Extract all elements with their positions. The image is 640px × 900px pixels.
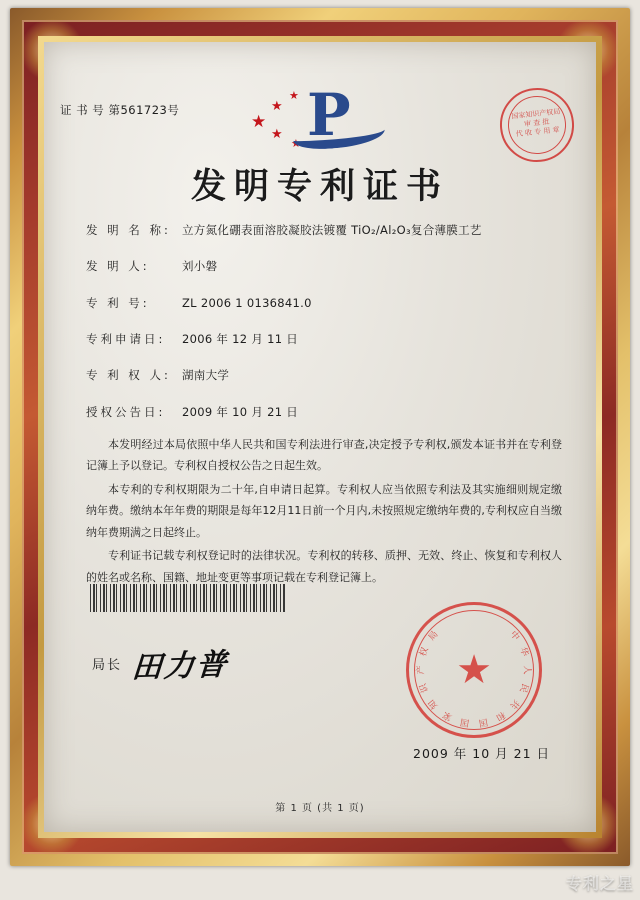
seal-star-icon: ★ — [456, 647, 492, 693]
legal-paragraph: 专利证书记载专利权登记时的法律状况。专利权的转移、质押、无效、终止、恢复和专利权人的姓名或名称、国籍、地址变更等事项记载在专利登记簿上。 — [86, 549, 562, 584]
page-number: 第 1 页 (共 1 页) — [275, 803, 365, 814]
field-label: 发 明 名 称: — [86, 223, 171, 237]
field-label: 专 利 权 人: — [86, 368, 171, 383]
signature-name: 田力普 — [130, 647, 230, 686]
seal-text-char: 产 — [416, 665, 427, 675]
field-inventor — [86, 256, 566, 278]
legal-paragraph: 本专利的专利权期限为二十年,自申请日起算。专利权人应当依照专利法及其实施细则规定缴纳年费。缴纳本年年费的期限是每年12月11日前一个月内,未按照规定缴纳年费的,专利权应自当缴纳年费期满之日起终止。 — [86, 482, 562, 539]
stamp-line-1: 国家知识产权局 — [511, 107, 561, 121]
seal-text-char: 和 — [493, 708, 507, 723]
seal-text-char: 人 — [521, 665, 532, 675]
field-value: 立方氮化硼表面溶胶凝胶法镀覆 TiO₂/Al₂O₃复合薄膜工艺 — [182, 223, 482, 237]
stamp-line-2: 审 查 批 — [523, 117, 550, 129]
seal-text — [409, 605, 539, 735]
seal-text-char: 家 — [441, 708, 455, 723]
logo-swoosh-icon — [292, 119, 386, 151]
field-value: 2009 年 10 月 21 日 — [182, 404, 299, 419]
field-label: 专 利 号: — [86, 295, 150, 310]
field-patentee — [86, 365, 566, 387]
seal-text-char: 华 — [517, 646, 530, 658]
field-value: 2006 年 12 月 11 日 — [182, 332, 299, 347]
legal-paragraph: 本发明经过本局依照中华人民共和国专利法进行审查,决定授予专利权,颁发本证书并在专利登记簿上予以登记。专利权自授权公告之日起生效。 — [86, 438, 562, 473]
seal-text-char: 国 — [459, 716, 471, 728]
signature-label: 局长 — [92, 658, 123, 674]
logo-star-icon: ★ — [271, 127, 283, 142]
logo-star-icon: ★ — [289, 89, 299, 102]
national-office-seal — [406, 602, 542, 738]
seal-text-char: 中 — [507, 629, 521, 643]
certificate-number: 证 书 号 第561723号 — [60, 103, 180, 117]
field-value: 湖南大学 — [182, 368, 230, 383]
logo-star-icon: ★ — [271, 99, 283, 114]
stamp-line-3: 代 收 专 用 章 — [515, 125, 560, 138]
field-invention-name — [86, 220, 566, 242]
seal-text-char: 民 — [517, 682, 530, 694]
page-title: 发明专利证书 — [190, 166, 449, 207]
logo-star-icon: ★ — [291, 137, 301, 150]
field-value: ZL 2006 1 0136841.0 — [182, 295, 312, 310]
legal-text-block — [86, 434, 562, 590]
certificate-content — [44, 42, 596, 832]
certificate-paper — [44, 42, 596, 832]
signature-block — [92, 638, 228, 695]
seal-text-char: 国 — [477, 716, 489, 728]
field-grant-announcement-date — [86, 402, 566, 424]
logo-star-icon: ★ — [251, 112, 267, 132]
field-value: 刘小磐 — [182, 259, 218, 274]
patent-fields — [86, 220, 566, 438]
seal-text-char: 局 — [427, 629, 441, 643]
field-label: 授权公告日: — [86, 404, 166, 419]
seal-text-char: 权 — [418, 646, 431, 658]
field-patent-number — [86, 293, 566, 315]
watermark: 专利之星 — [565, 874, 634, 893]
seal-text-char: 知 — [427, 697, 441, 711]
field-application-date — [86, 329, 566, 351]
field-label: 发 明 人: — [86, 259, 150, 274]
seal-text-char: 识 — [418, 682, 431, 694]
sipo-logo — [245, 81, 395, 150]
field-label: 专利申请日: — [86, 332, 166, 347]
barcode — [90, 584, 286, 612]
logo-letter-p: P — [307, 81, 351, 149]
issue-date: 2009 年 10 月 21 日 — [413, 746, 550, 761]
seal-text-char: 共 — [507, 697, 521, 711]
